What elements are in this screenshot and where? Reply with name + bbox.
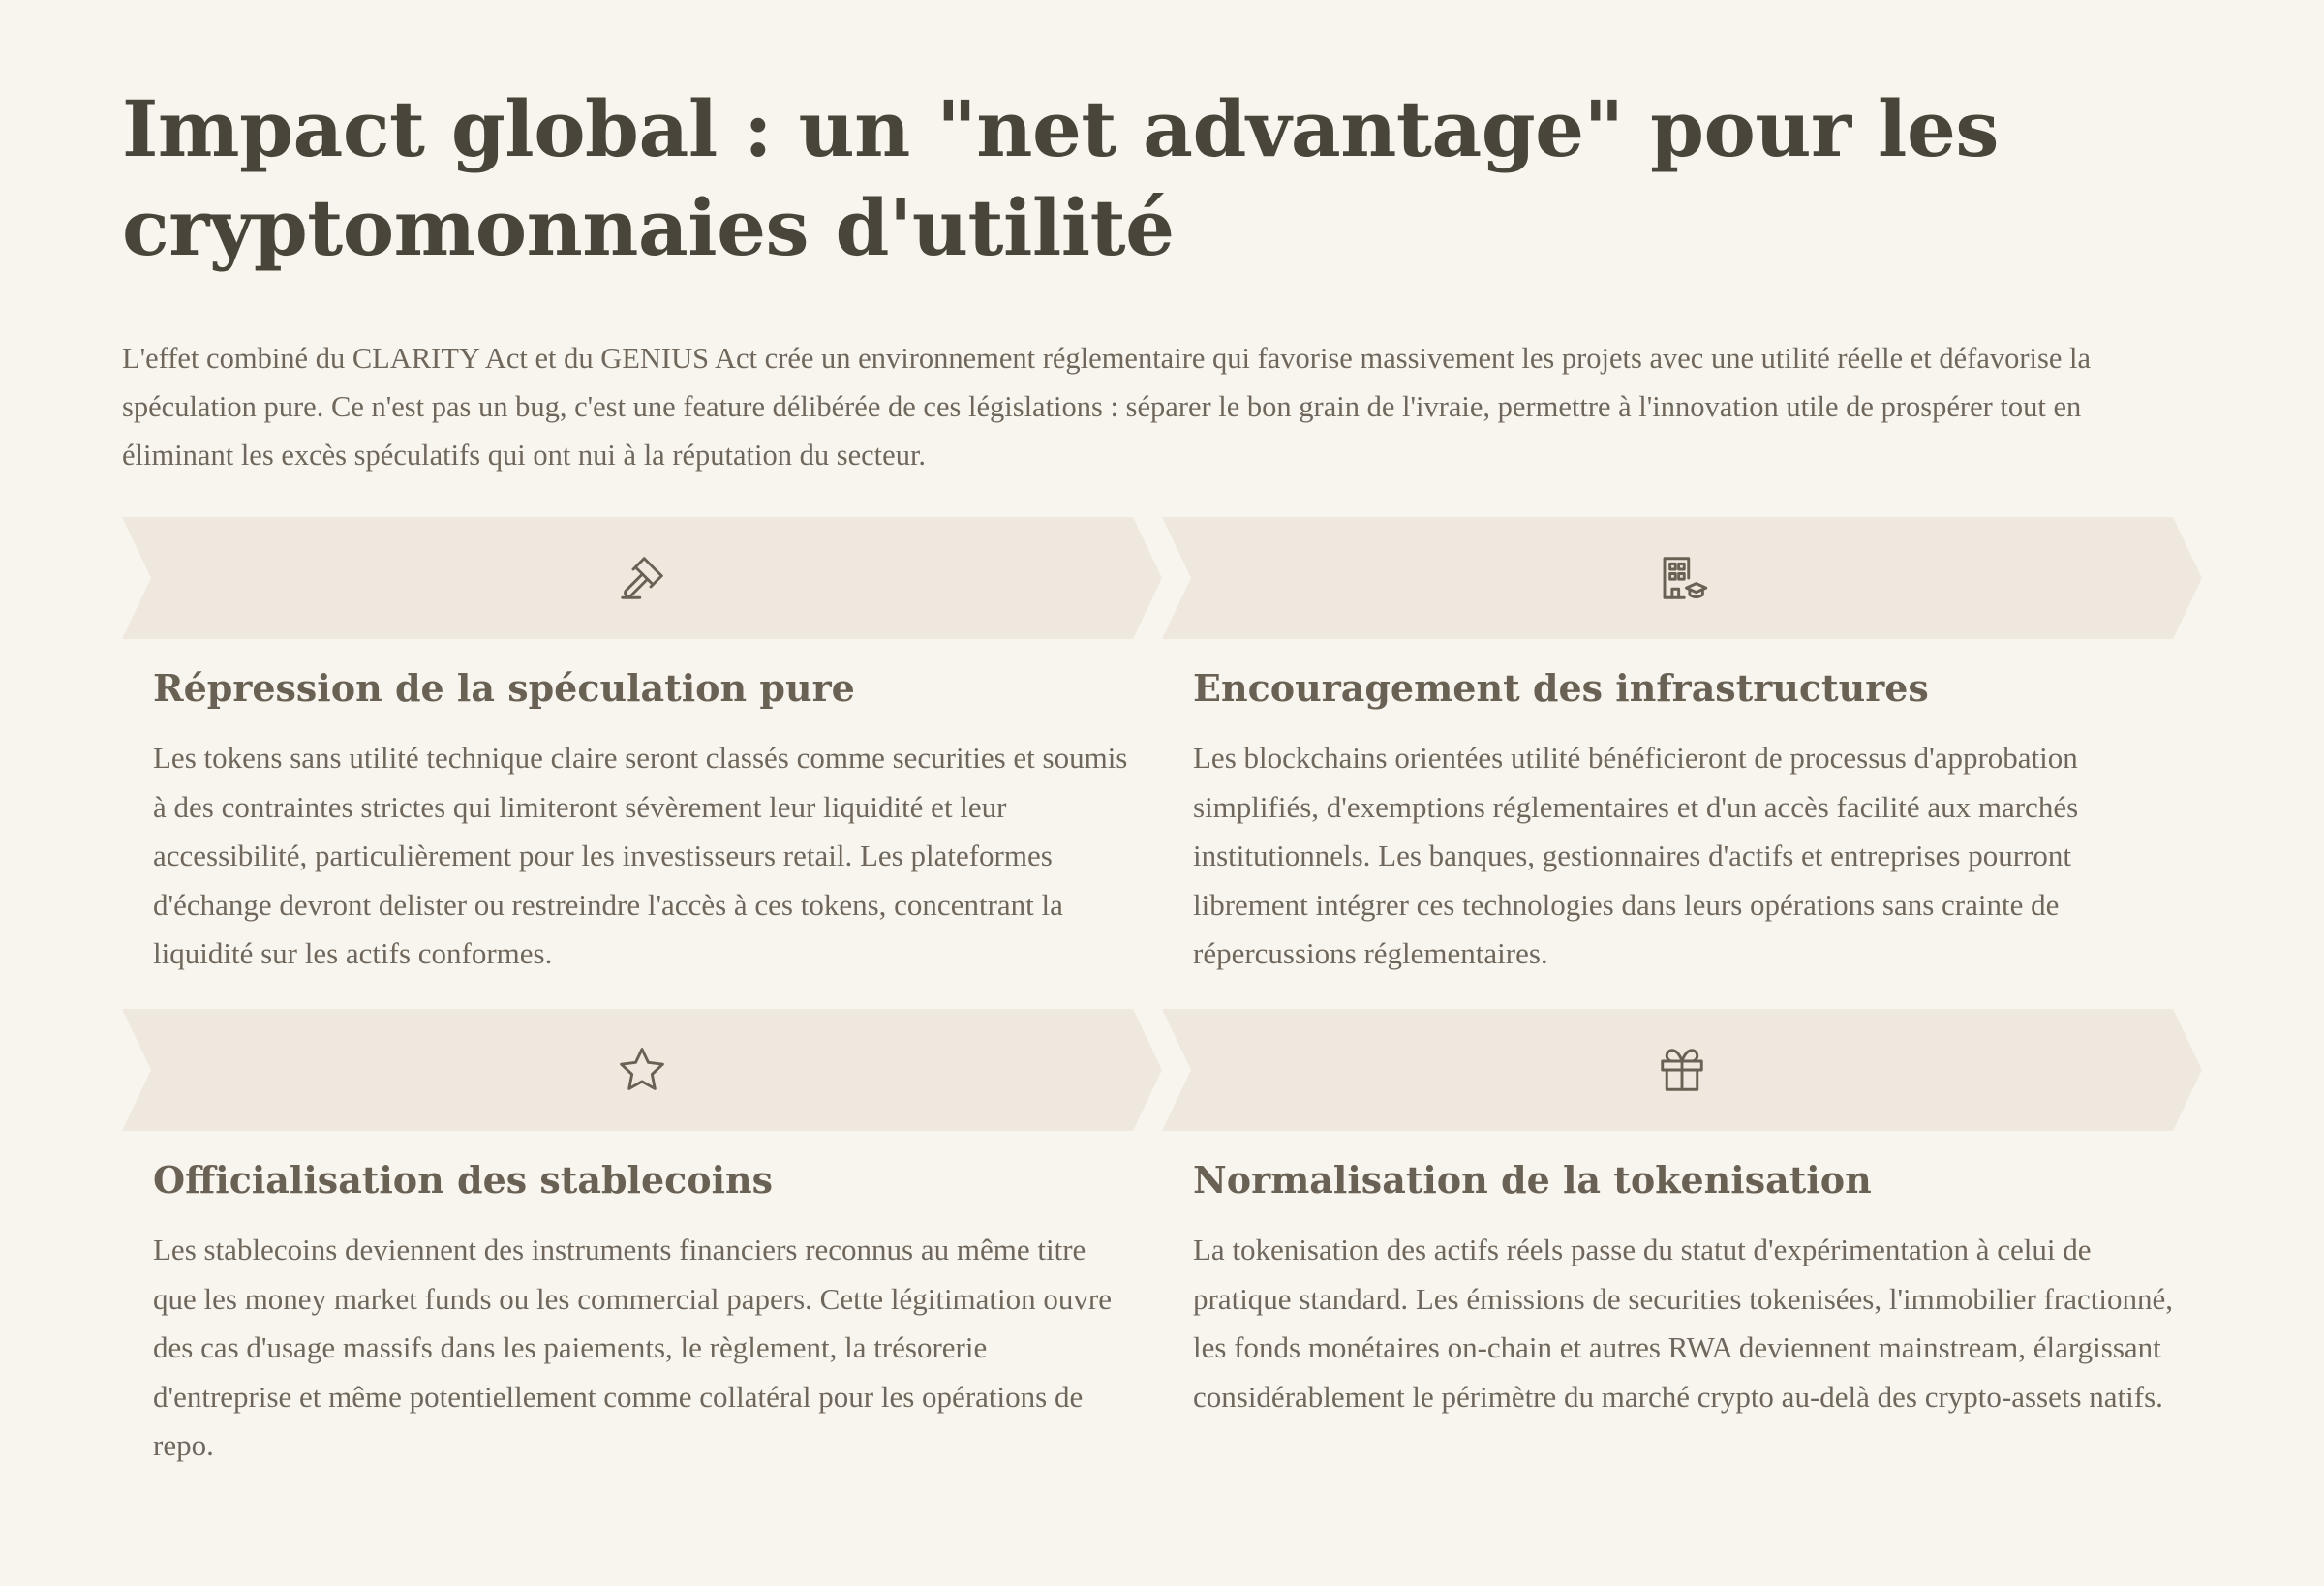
card-text: Les blockchains orientées utilité bénéficieront de processus d'approbation simplifiés, d'exemptions réglementaires et d'un accès facilité aux marchés institutionnels. Les banques, gestionnaires d'actifs et entreprises pourront librement intégrer ces technologies dans leurs opérations sans crainte de répercussions réglementaires. <box>1193 741 2079 970</box>
card-title: Répression de la spéculation pure <box>153 666 855 710</box>
card-title: Normalisation de la tokenisation <box>1193 1158 1872 1202</box>
card-banner <box>1162 1009 2202 1131</box>
card-stablecoins <box>122 1009 1162 1501</box>
card-banner <box>122 1009 1162 1131</box>
intro-paragraph: L'effet combiné du CLARITY Act et du GENIUS Act crée un environnement réglementaire qui favorise massivement les projets avec une utilité réelle et défavorise la spéculation pure. Ce n'est pas un bug, c'est une feature délibérée de ces législations : séparer le bon grain de l'ivraie, permettre à l'innovation utile de prospérer tout en éliminant les excès spéculatifs qui ont nui à la réputation du secteur. <box>122 342 2092 472</box>
star-icon <box>616 1044 668 1096</box>
building-graduation-icon <box>1656 552 1708 604</box>
card-tokenisation <box>1162 1009 2202 1501</box>
card-text: Les stablecoins deviennent des instruments financiers reconnus au même titre que les money market funds ou les commercial papers. Cette légitimation ouvre des cas d'usage massifs dans les paiements, le règlement, la trésorerie d'entreprise et même potentiellement comme collatéral pour les opérations de repo. <box>153 1233 1112 1462</box>
page-title: Impact global : un "net advantage" pour les cryptomonnaies d'utilité <box>122 83 1999 273</box>
card-speculation <box>122 517 1162 1009</box>
card-banner <box>122 517 1162 639</box>
cards-grid <box>122 517 2202 1501</box>
card-title: Encouragement des infrastructures <box>1193 666 1929 710</box>
card-text: Les tokens sans utilité technique claire seront classés comme securities et soumis à des contraintes strictes qui limiteront sévèrement leur liquidité et leur accessibilité, particulièrement pour les investisseurs retail. Les plateformes d'échange devront delister ou restreindre l'accès à ces tokens, concentrant la liquidité sur les actifs conformes. <box>153 741 1128 970</box>
card-text: La tokenisation des actifs réels passe du statut d'expérimentation à celui de pratique standard. Les émissions de securities tokenisées, l'immobilier fractionné, les fonds monétaires on-chain et autres RWA deviennent mainstream, élargissant considérablement le périmètre du marché crypto au-delà des crypto-assets natifs. <box>1193 1233 2173 1414</box>
card-title: Officialisation des stablecoins <box>153 1158 774 1202</box>
gavel-icon <box>616 552 668 604</box>
gift-icon <box>1656 1044 1708 1096</box>
card-infrastructures <box>1162 517 2202 1009</box>
card-banner <box>1162 517 2202 639</box>
